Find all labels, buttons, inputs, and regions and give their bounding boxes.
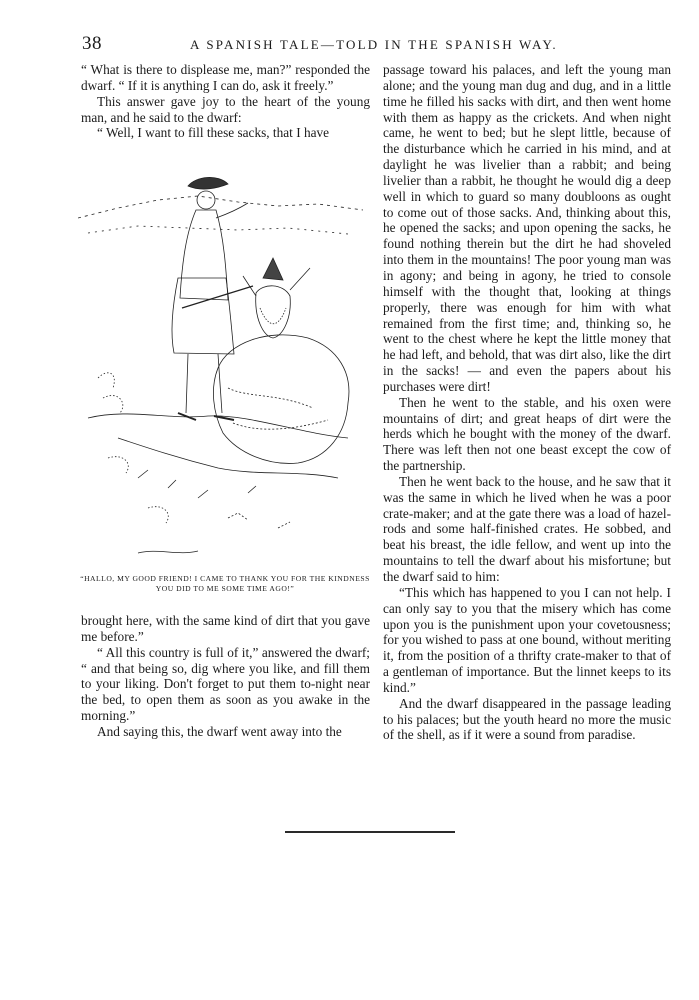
right-column (383, 62, 671, 743)
left-column-bottom (81, 613, 370, 740)
paragraph: And the dwarf disappeared in the passage leading to his palaces; but the youth heard no more the music of the shell, as if it were a sound from paradise. (383, 695, 671, 743)
paragraph: passage toward his palaces, and left the young man alone; and the young man dug and dug, and in a little time he filled his sacks with dirt, and then went home with them as happy as the crickets. And when night came, he went to bed; but he slept little, because of the disturbance which he carried in his mind, and at daylight he was livelier than a rabbit; and being livelier than a rabbit, he thought he would dig a deep well in which to guard so many doubloons as ought to come out of those sacks. And, thinking about this, he opened the sacks; and upon opening the sacks, he found nothing therein but the dirt he had shoveled into them in the mountains! The poor young man was in agony; and being in agony, he tried to console himself with the thought that, looking at things properly, there was enough for him with what remained from the first time; and, thinking so, he went to the chest where he kept the little money that he had left, and behold, that was dirt also, like the dirt in the sacks! — and even the papers about his purchases were dirt! (383, 62, 671, 394)
page-number: 38 (82, 33, 102, 54)
paragraph: brought here, with the same kind of dirt that you gave me before.” (81, 613, 370, 644)
running-title: A SPANISH TALE—TOLD IN THE SPANISH WAY. (190, 37, 558, 52)
left-column-top (81, 62, 370, 141)
paragraph: And saying this, the dwarf went away into the (97, 723, 342, 739)
end-of-chapter-rule (285, 831, 455, 833)
paragraph: Then he went to the stable, and his oxen were mountains of dirt; and great heaps of dirt were the herds which he bought with the money of the dwarf. There was left then not one beast except the cow of the partnership. (383, 394, 671, 474)
illustration-caption: “HALLO, MY GOOD FRIEND! I CAME TO THANK YOU FOR THE KINDNESS YOU DID TO ME SOME TIME AGO!” (80, 574, 370, 593)
paragraph: “ All this country is full of it,” answered the dwarf; “ and that being so, dig where you like, and fill them to your liking. Don't forget to put them to-night near the bed, to open them as soon as you awake in the morning.” (81, 644, 370, 724)
paragraph: This answer gave joy to the heart of the young man, and he said to the dwarf: (81, 93, 370, 125)
paragraph: “ Well, I want to fill these sacks, that I have (97, 125, 330, 141)
paragraph: “This which has happened to you I can not help. I can only say to you that the misery which has come upon you is the punishment upon your covetousness; for you wished to pass at one bound, without meriting it, from the position of a thrifty crate-maker to that of a gentleman of importance. But the linnet keeps to its kind.” (383, 584, 671, 695)
illustration-dwarf-and-young-man (78, 158, 363, 568)
paragraph: Then he went back to the house, and he saw that it was the same in which he lived when he was a poor crate-maker; and at the gate there was a load of hazel-rods and some half-finished crates. He sobbed, and beat his breast, the idle fellow, and went up into the mountains to tell the dwarf about his misfortune; but the dwarf said to him: (383, 473, 671, 584)
page-header (82, 33, 670, 55)
paragraph: “ What is there to displease me, man?” responded the dwarf. “ If it is anything I can do, ask it freely.” (81, 62, 370, 93)
